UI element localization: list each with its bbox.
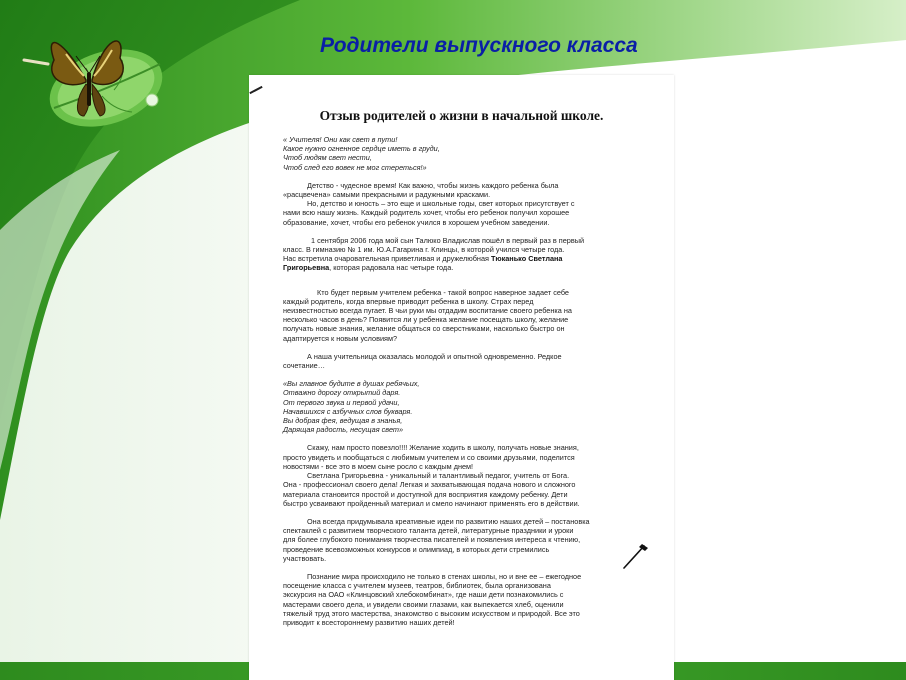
pen-mark-icon [620,542,650,572]
poem-line: Дарящая радость, несущая свет» [283,425,404,435]
poem-line: Чтоб след его вовек не мог стереться!» [283,162,427,172]
paragraph-teacher-talent: Светлана Григорьевна - уникальный и талантливый педагог, учитель от Бога. Она - профессионал своего дела! Легкая и захватывающая подача нового и сложного материала становится простой и доступной для восприятия каждому ребенку. Дети быстро усваивают пройденный материал и смело начинают применять его в действии. [283,471,580,508]
poem-line: Какое нужно огненное сердце иметь в груди, [283,144,440,154]
paragraph-first-grade: 1 сентября 2006 года мой сын Талюко Владислав пошёл в первый раз в первый класс. В гимназию № 1 им. Ю.А.Гагарина г. Клинцы, в которой учился четыре года. Нас встретила очаровательная приветливая и дружелюбная Тюканько Светлана Григорьевна, которая радовала нас четыре года. [283,235,585,273]
paragraph-school-years: Но, детство и юность – это еще и школьные годы, свет которых присутствует с нами всю нашу жизнь. Каждый родитель хочет, чтобы его ребенок получил хорошее образование, хочет, чтобы его ребенок учился в хорошем учебном заведении. [283,199,575,227]
poem-line: Начавшихся с азбучных слов букваря. [283,406,413,416]
teacher-name: Тюканько Светлана [490,254,563,264]
corner-mark [249,86,262,94]
poem-line: От первого звука и первой удачи, [283,397,400,407]
poem-line: Отважно дорогу открытий даря. [283,388,401,398]
butterfly-on-leaf-icon [14,20,174,130]
paragraph-childhood: Детство - чудесное время! Как важно, чтобы жизнь каждого ребенка была «расцвечена» самыми прекрасными и радужными красками. [283,180,559,200]
document-body [283,135,653,627]
poem-1 [283,135,653,172]
teacher-patronymic: Григорьевна [283,263,330,273]
paragraph-young-teacher: А наша учительница оказалась молодой и опытной одновременно. Редкое сочетание… [283,351,562,371]
poem-line: Вы добрая фея, ведущая в знанья, [283,416,403,426]
document-heading: Отзыв родителей о жизни в начальной школе. [319,108,604,123]
paragraph-lucky: Скажу, нам просто повезло!!!! Желание ходить в школу, получать новые знания, просто увидеть и пообщаться с любимым учителем и со своими друзьями, поделится новостями - все это в моем сыне росло с каждым днем! [283,443,579,471]
scanned-document-page [249,75,674,680]
paragraph-world-knowledge: Познание мира происходило не только в стенах школы, но и вне ее – ежегодное посещение класса с учителем музеев, театров, библиотек, была организована экскурсия на ОАО «Клинцовский хлебокомбинат», где наши дети познакомились с мастерами своего дела, и увидели своими глазами, как выпекается хлеб, оценили тяжелый труд этого мастерства, знакомство с высоким искусством и природой. Все это приводит к всестороннему развитию наших детей! [283,571,582,627]
poem-line: «Вы главное будите в душах ребячьих, [283,379,420,389]
paragraph-creative-ideas: Она всегда придумывала креативные идеи по развитию наших детей – постановка спектаклей с развитием творческого таланта детей, литературные праздники и уроки для более глубокого понимания творчества писателей и появления интереса к чтению, проведение всевозможных конкурсов и олимпиад, в которых дети стремились участвовать. [283,516,590,563]
poem-line: « Учителя! Они как свет в пути! [283,135,398,144]
paragraph-first-teacher: Кто будет первым учителем ребенка - такой вопрос наверное задает себе каждый родитель, когда впервые приводит ребенка в школу. Страх перед неизвестностью всегда пугает. В чьи руки мы отдадим воспитание своего ребенка на несколько часов в день? Появится ли у ребенка желание посещать школу, желание получать новые знания, желание общаться со сверстниками, насколько быстро он адаптируется к новым условиям? [283,287,572,343]
slide-title: Родители выпускного класса [320,34,638,57]
poem-line: Чтоб людям свет нести, [283,153,372,163]
poem-2 [283,379,653,434]
